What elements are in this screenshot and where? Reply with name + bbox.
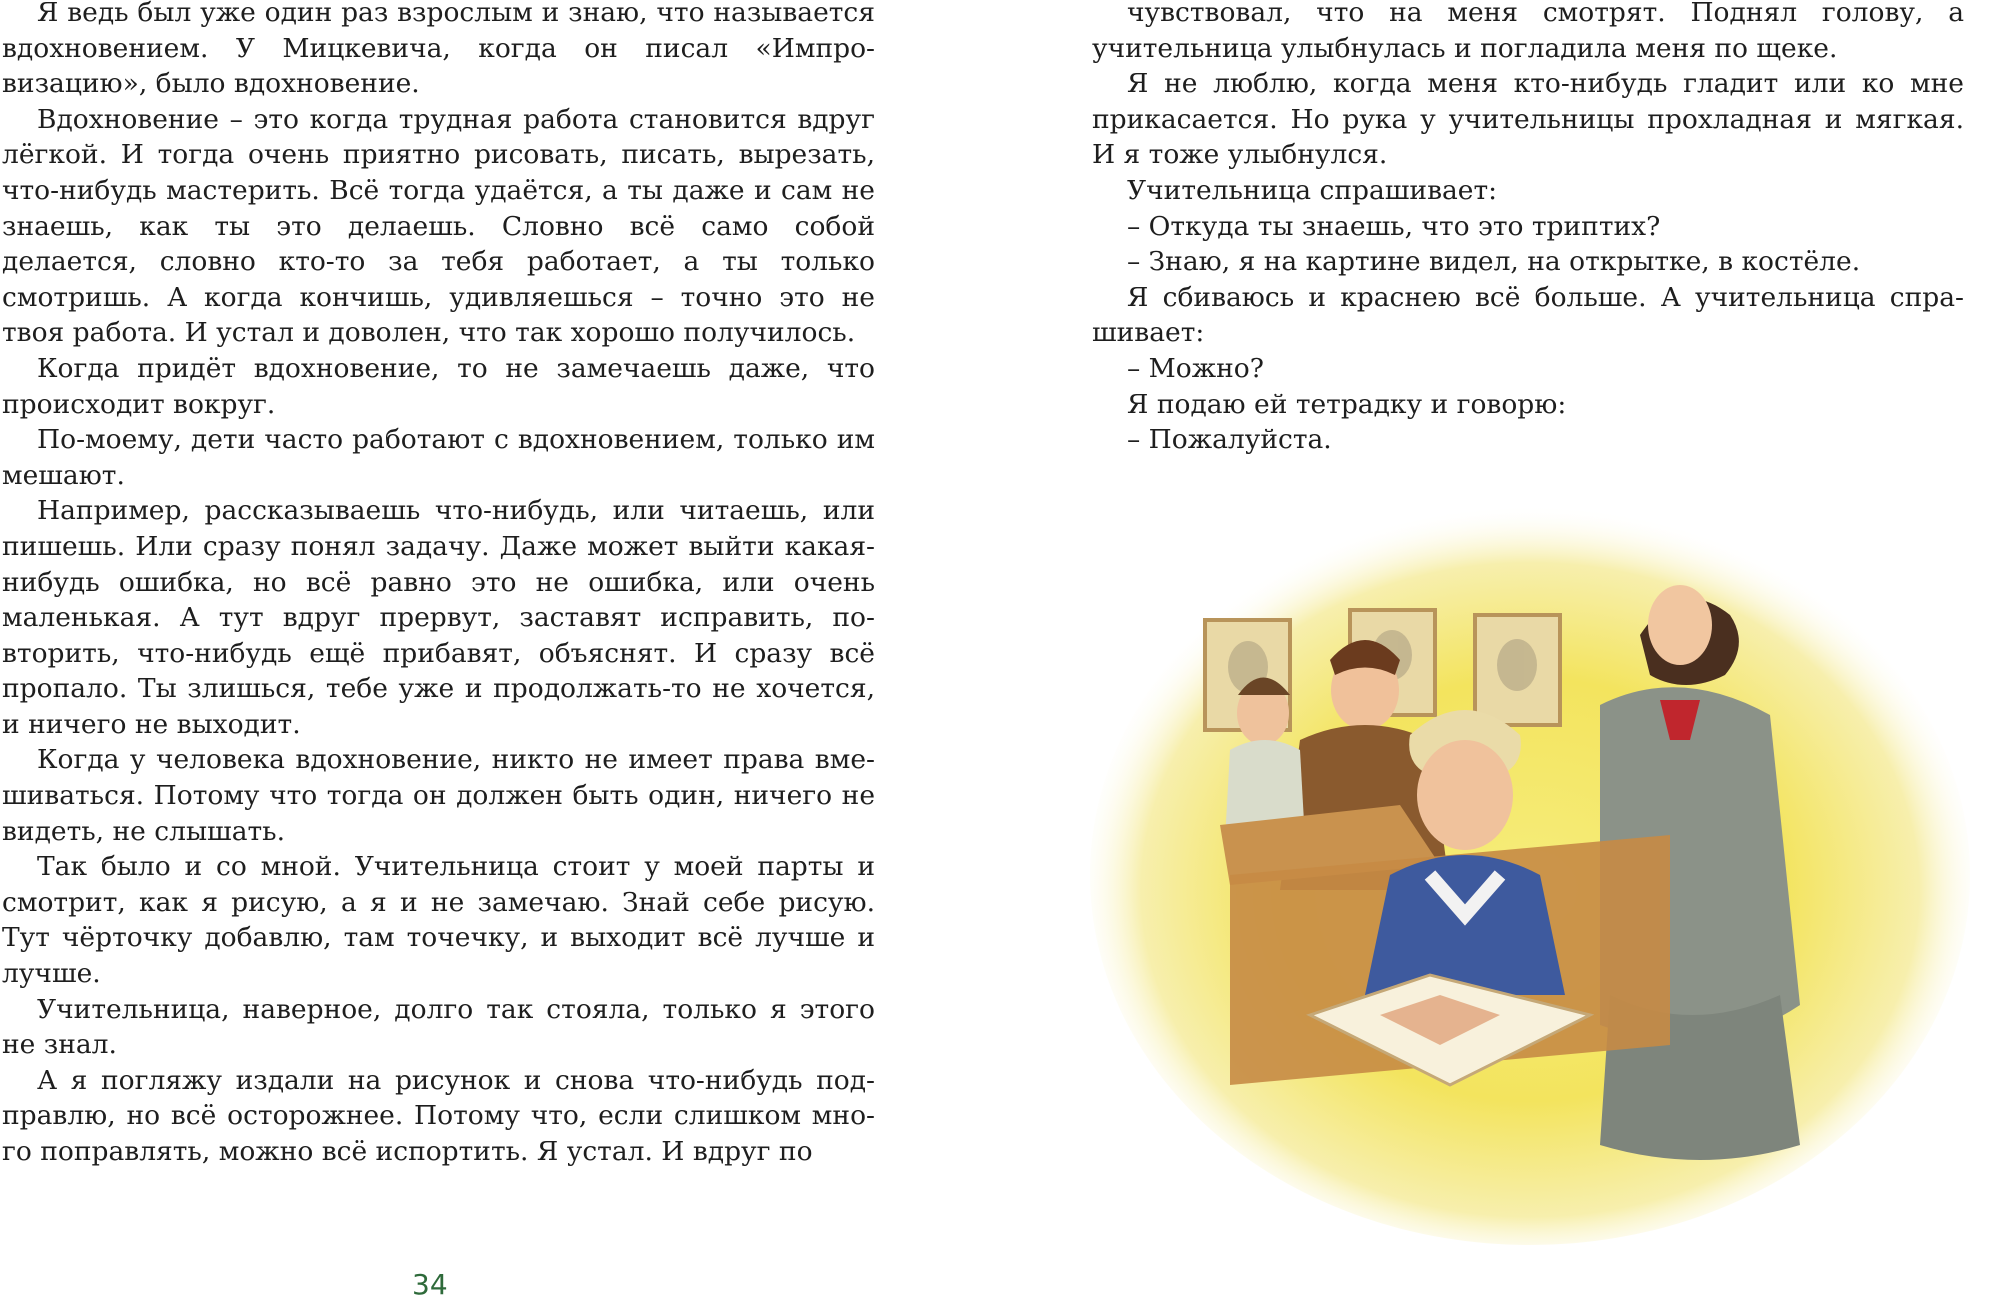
paragraph: Я сбиваюсь и краснею всё больше. А учительница спрашивает: xyxy=(1092,281,1964,349)
paragraph: – Можно? xyxy=(1127,352,1264,384)
watercolor-drawing xyxy=(1080,495,1980,1255)
paragraph: Учительница спрашивает: xyxy=(1127,174,1498,206)
classroom-illustration xyxy=(1080,495,1980,1255)
left-page-text xyxy=(2,0,875,1170)
paragraph: Я ведь был уже один раз взрослым и знаю, что называется вдохновением. У Мицкевича, когда он писал «Импровизацию», было вдохновение. xyxy=(2,0,875,100)
paragraph: По-моему, дети часто работают с вдохновением, только им мешают. xyxy=(2,424,875,491)
paragraph: Так было и со мной. Учительница стоит у моей парты и смотрит, как я рисую, а я и не замечаю. Знай себе рисую. Тут чёрточку добавлю, там точечку, и выходит всё лучше и лучше. xyxy=(2,851,875,990)
paragraph: Я подаю ей тетрадку и говорю: xyxy=(1127,388,1567,420)
paragraph: Когда придёт вдохновение, то не замечаешь даже, что происходит вокруг. xyxy=(2,352,875,420)
portrait-face xyxy=(1497,639,1537,691)
paragraph: Например, рассказываешь что-нибудь, или читаешь, или пишешь. Или сразу понял задачу. Даже может выйти какая-нибудь ошибка, но всё равно это не ошибка, или очень маленькая. А тут вдруг прервут, заставят исправить, повторить, что-нибудь ещё прибавят, объяснят. И сразу всё пропало. Ты злишься, тебе уже и продолжать-то не хочется, и ничего не выходит. xyxy=(2,495,875,740)
paragraph: Когда у человека вдохновение, никто не имеет права вмешиваться. Потому что тогда он должен быть один, ничего не видеть, не слышать. xyxy=(2,744,875,847)
paragraph: Учительница, наверное, долго так стояла, только я этого не знал. xyxy=(2,993,875,1061)
paragraph: А я погляжу издали на рисунок и снова что-нибудь подправлю, но всё осторожнее. Потому что, если слишком много поправлять, можно всё испортить. Я устал. И вдруг по xyxy=(2,1064,875,1167)
paragraph: – Знаю, я на картине видел, на открытке, в костёле. xyxy=(1127,246,1861,278)
paragraph: Я не люблю, когда меня кто-нибудь гладит или ко мне прикасается. Но рука у учительницы прохладная и мягкая. И я тоже улыбнулся. xyxy=(1092,68,1964,171)
right-page-text xyxy=(1092,0,1964,458)
page-number: 34 xyxy=(412,1268,448,1301)
paragraph: Вдохновение – это когда трудная работа становится вдруг лёгкой. И тогда очень приятно рисовать, писать, вырезать, что-нибудь мастерить. Всё тогда удаётся, а ты даже и сам не знаешь, как ты это делаешь. Словно всё само собой делается, словно кто-то за тебя работает, а ты только смотришь. А когда кончишь, удивляешься – точно это не твоя работа. И устал и доволен, что так хорошо получилось. xyxy=(2,103,875,349)
paragraph: – Откуда ты знаешь, что это триптих? xyxy=(1127,210,1661,242)
paragraph: чувствовал, что на меня смотрят. Поднял голову, а учительница улыбнулась и погладила меня по щеке. xyxy=(1092,0,1964,64)
paragraph: – Пожалуйста. xyxy=(1127,424,1332,456)
